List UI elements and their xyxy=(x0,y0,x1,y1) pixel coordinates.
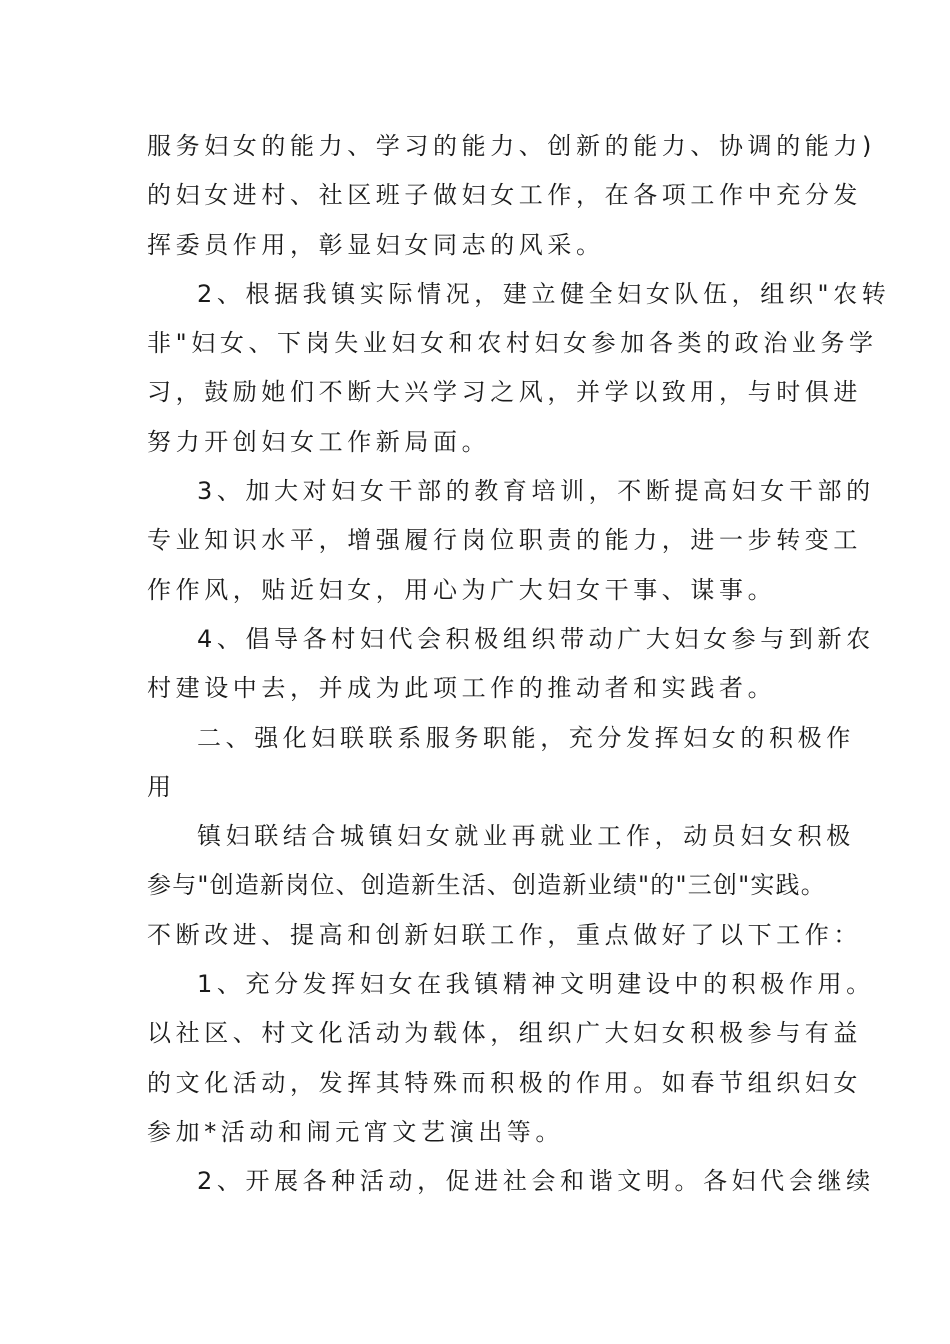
section-heading: 二、强化妇联联系服务职能，充分发挥妇女的积极作 xyxy=(197,723,855,752)
text-line: 参加*活动和闹元宵文艺演出等。 xyxy=(147,1117,564,1146)
text-line: 服务妇女的能力、学习的能力、创新的能力、协调的能力) xyxy=(147,132,876,160)
text-line: 以社区、村文化活动为载体，组织广大妇女积极参与有益 xyxy=(147,1019,862,1048)
text-line: 的妇女进村、社区班子做妇女工作，在各项工作中充分发 xyxy=(147,181,862,210)
paragraph-first-line: 4、倡导各村妇代会积极组织带动广大妇女参与到新农 xyxy=(197,624,875,653)
paragraph-first-line: 3、加大对妇女干部的教育培训，不断提高妇女干部的 xyxy=(197,477,875,506)
paragraph-first-line: 1、充分发挥妇女在我镇精神文明建设中的积极作用。 xyxy=(197,970,875,999)
text-line: 努力开创妇女工作新局面。 xyxy=(147,427,491,456)
text-line: 作作风，贴近妇女，用心为广大妇女干事、谋事。 xyxy=(147,575,777,604)
section-heading-continuation: 用 xyxy=(147,772,176,801)
text-line: 专业知识水平，增强履行岗位职责的能力，进一步转变工 xyxy=(147,526,862,555)
paragraph-first-line: 2、开展各种活动，促进社会和谐文明。各妇代会继续 xyxy=(197,1167,875,1196)
text-line: 参与"创造新岗位、创造新生活、创造新业绩"的"三创"实践。 xyxy=(147,871,826,900)
text-line: 村建设中去，并成为此项工作的推动者和实践者。 xyxy=(147,674,777,703)
paragraph-first-line: 镇妇联结合城镇妇女就业再就业工作，动员妇女积极 xyxy=(197,822,855,851)
text-line: 的文化活动，发挥其特殊而积极的作用。如春节组织妇女 xyxy=(147,1068,862,1097)
paragraph-first-line: 2、根据我镇实际情况，建立健全妇女队伍，组织"农转 xyxy=(197,279,891,308)
text-line: 习，鼓励她们不断大兴学习之风，并学以致用，与时俱进 xyxy=(147,378,862,407)
text-line: 不断改进、提高和创新妇联工作，重点做好了以下工作： xyxy=(147,920,862,949)
text-line: 挥委员作用，彰显妇女同志的风采。 xyxy=(147,230,605,259)
text-line: 非"妇女、下岗失业妇女和农村妇女参加各类的政治业务学 xyxy=(147,329,878,358)
document-body xyxy=(147,122,891,1207)
